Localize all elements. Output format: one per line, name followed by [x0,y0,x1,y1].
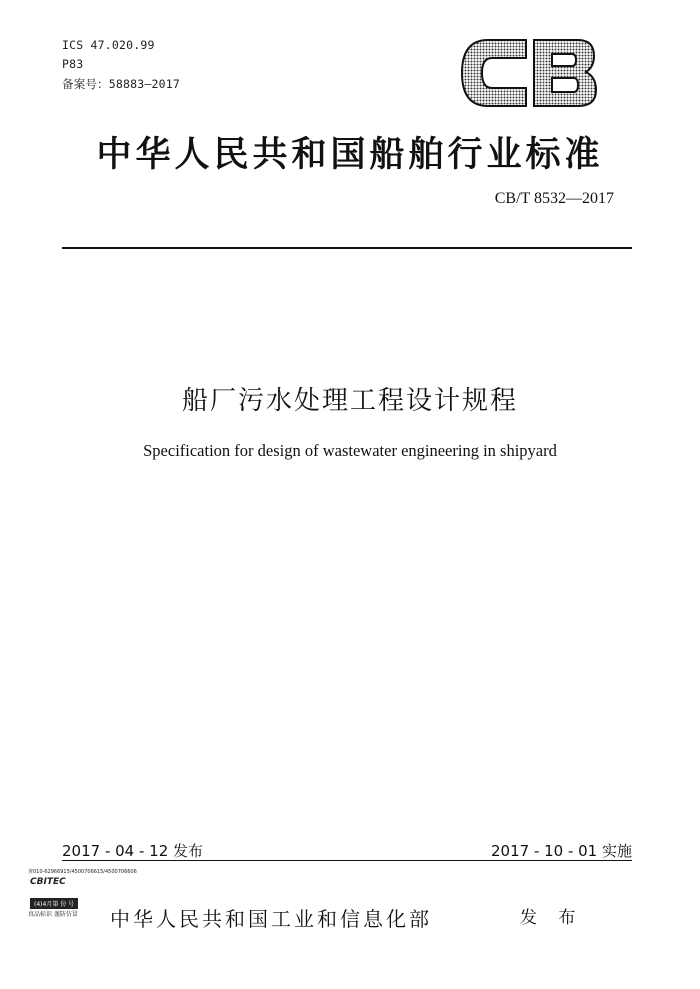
anti-counterfeit-stamp [28,868,137,920]
bottom-divider [62,860,632,861]
stamp-brand: CBITEC [30,877,66,887]
document-title-en: Specification for design of wastewater engineering in shipyard [143,441,557,460]
publish-label: 发 布 [520,908,584,928]
ics-code: ICS 47.020.99 [62,38,155,52]
implementation-date: 2017 - 10 - 01 实施 [490,842,632,860]
top-divider [62,247,632,249]
main-title: 中华人民共和国船舶行业标准 [96,135,604,175]
issuing-authority: 中华人民共和国工业和信息化部 [110,907,432,931]
ccs-code: P83 [62,57,84,71]
filing-number: 备案号：58883—2017 [62,77,181,91]
issue-date: 2017 - 04 - 12 发布 [62,842,204,860]
stamp-top-text: 查010-62966915/4500706615/4500706606 [28,869,137,875]
standard-number: CB/T 8532—2017 [494,190,614,207]
document-title-cn: 船厂污水处理工程设计规程 [181,386,518,416]
stamp-box-text: (4)4月第 份 号 [30,898,78,909]
stamp-bottom-text: 真品标识 谨防仿冒 [28,911,78,918]
cb-logo-icon [458,36,598,110]
